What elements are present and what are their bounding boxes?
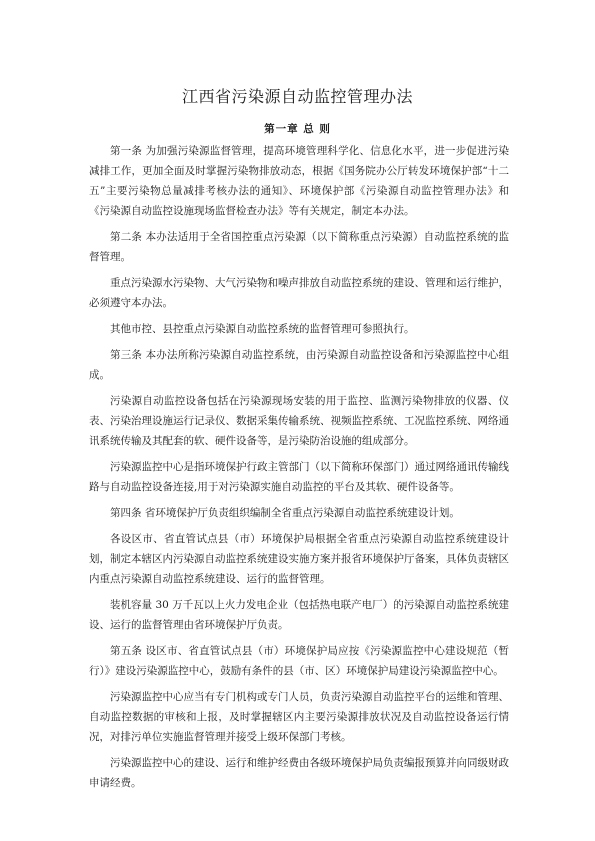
paragraph: 各设区市、省直管试点县（市）环境保护局根据全省重点污染源自动监控系统建设计划，制定本辖区内污染源自动监控系统建设实施方案并报省环境保护厅备案，具体负责辖区内重点污染源自动监控系统建设、运行的监督管理。	[89, 533, 509, 585]
paragraph-article-1: 第一条 为加强污染源监督管理，提高环境管理科学化、信息化水平，进一步促进污染减排工作，更加全面及时掌握污染物排放动态，根据《国务院办公厅转发环境保护部“十二五”主要污染物总量减排考核办法的通知》、环境保护部《污染源自动监控管理办法》和《污染源自动监控设施现场监督检查办法》等有关规定，制定本办法。	[89, 145, 509, 217]
paragraph: 污染源监控中心是指环境保护行政主管部门（以下简称环保部门）通过网络通讯传输线路与自动监控设备连接,用于对污染源实施自动监控的平台及其软、硬件设备等。	[89, 461, 509, 493]
paragraph: 污染源自动监控设备包括在污染源现场安装的用于监控、监测污染物排放的仪器、仪表、污染治理设施运行记录仪、数据采集传输系统、视频监控系统、工况监控系统、网络通讯系统传输及其配套的软、硬件设备等，是污染防治设施的组成部分。	[89, 395, 509, 447]
paragraph-article-5: 第五条 设区市、省直管试点县（市）环境保护局应按《污染源监控中心建设规范（暂行）》建设污染源监控中心，鼓励有条件的县（市、区）环境保护局建设污染源监控中心。	[89, 645, 509, 677]
chapter-heading: 第一章 总 则	[264, 123, 331, 135]
paragraph: 污染源监控中心的建设、运行和维护经费由各级环境保护局负责编报预算并向同级财政申请经费。	[89, 757, 509, 789]
paragraph-article-2: 第二条 本办法适用于全省国控重点污染源（以下简称重点污染源）自动监控系统的监督管理。	[89, 231, 509, 263]
paragraph-article-3: 第三条 本办法所称污染源自动监控系统，由污染源自动监控设备和污染源监控中心组成。	[89, 349, 509, 381]
paragraph: 污染源监控中心应当有专门机构或专门人员，负责污染源自动监控平台的运维和管理、自动监控数据的审核和上报，及时掌握辖区内主要污染源排放状况及自动监控设备运行情况，对排污单位实施监督管理并接受上级环保部门考核。	[89, 691, 509, 743]
document-title: 江西省污染源自动监控管理办法	[181, 87, 413, 106]
document-body	[89, 141, 509, 799]
paragraph: 重点污染源水污染物、大气污染物和噪声排放自动监控系统的建设、管理和运行维护，必须遵守本办法。	[89, 277, 509, 309]
paragraph: 其他市控、县控重点污染源自动监控系统的监督管理可参照执行。	[110, 323, 415, 335]
paragraph-article-4: 第四条 省环境保护厅负责组织编制全省重点污染源自动监控系统建设计划。	[110, 507, 460, 519]
paragraph: 装机容量 30 万千瓦以上火力发电企业（包括热电联产电厂）的污染源自动监控系统建设、运行的监督管理由省环境保护厅负责。	[89, 599, 509, 631]
